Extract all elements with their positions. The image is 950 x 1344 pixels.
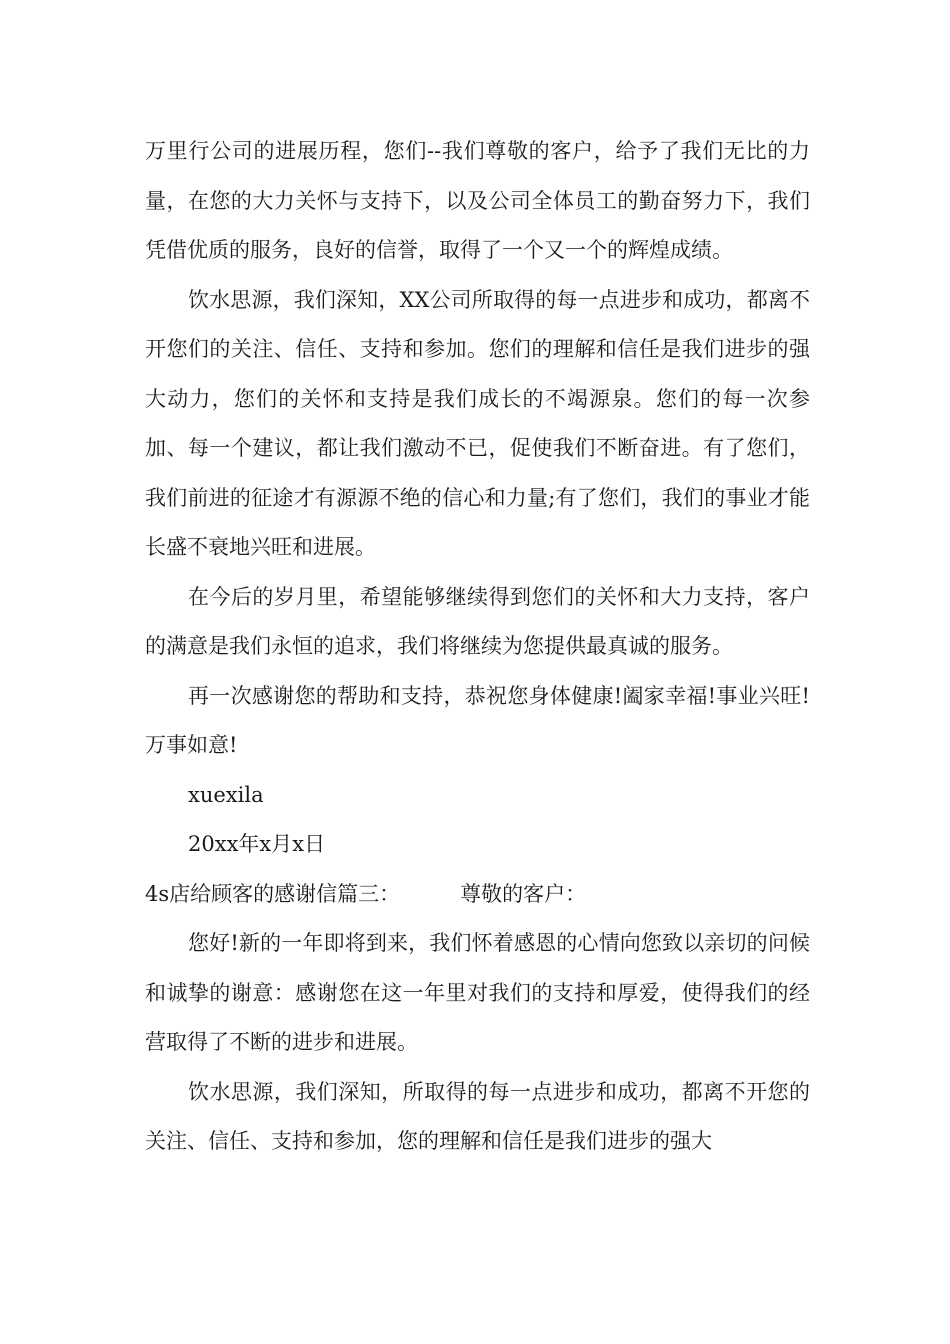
salutation: 尊敬的客户： <box>460 881 587 906</box>
document-body <box>145 127 810 1167</box>
paragraph-closing-wishes: 再一次感谢您的帮助和支持，恭祝您身体健康!阖家幸福!事业兴旺!万事如意! <box>145 683 810 757</box>
paragraph-future-support: 在今后的岁月里，希望能够继续得到您们的关怀和大力支持，客户的满意是我们永恒的追求，我们将继续为您提供最真诚的服务。 <box>145 584 810 658</box>
section-heading <box>145 870 810 920</box>
date: 20xx年x月x日 <box>188 832 326 856</box>
paragraph-company-history: 万里行公司的进展历程，您们--我们尊敬的客户，给予了我们无比的力量，在您的大力关怀与支持下，以及公司全体员工的勤奋努力下，我们凭借优质的服务，良好的信誉，取得了一个又一个的辉煌成绩。 <box>145 139 810 262</box>
signature: xuexila <box>188 782 264 807</box>
section-title: 4s店给顾客的感谢信篇三： <box>145 881 401 906</box>
paragraph-new-year-greeting: 您好!新的一年即将到来，我们怀着感恩的心情向您致以亲切的问候和诚挚的谢意：感谢您在这一年里对我们的支持和厚爱，使得我们的经营取得了不断的进步和进展。 <box>145 931 810 1054</box>
paragraph-gratitude: 饮水思源，我们深知，XX公司所取得的每一点进步和成功，都离不开您们的关注、信任、支持和参加。您们的理解和信任是我们进步的强大动力，您们的关怀和支持是我们成长的不竭源泉。您们的每一次参加、每一个建议，都让我们激动不已，促使我们不断奋进。有了您们，我们前进的征途才有源源不绝的信心和力量;有了您们，我们的事业才能长盛不衰地兴旺和进展。 <box>145 287 810 559</box>
paragraph-gratitude-2: 饮水思源，我们深知，所取得的每一点进步和成功，都离不开您的关注、信任、支持和参加，您的理解和信任是我们进步的强大 <box>145 1079 810 1153</box>
